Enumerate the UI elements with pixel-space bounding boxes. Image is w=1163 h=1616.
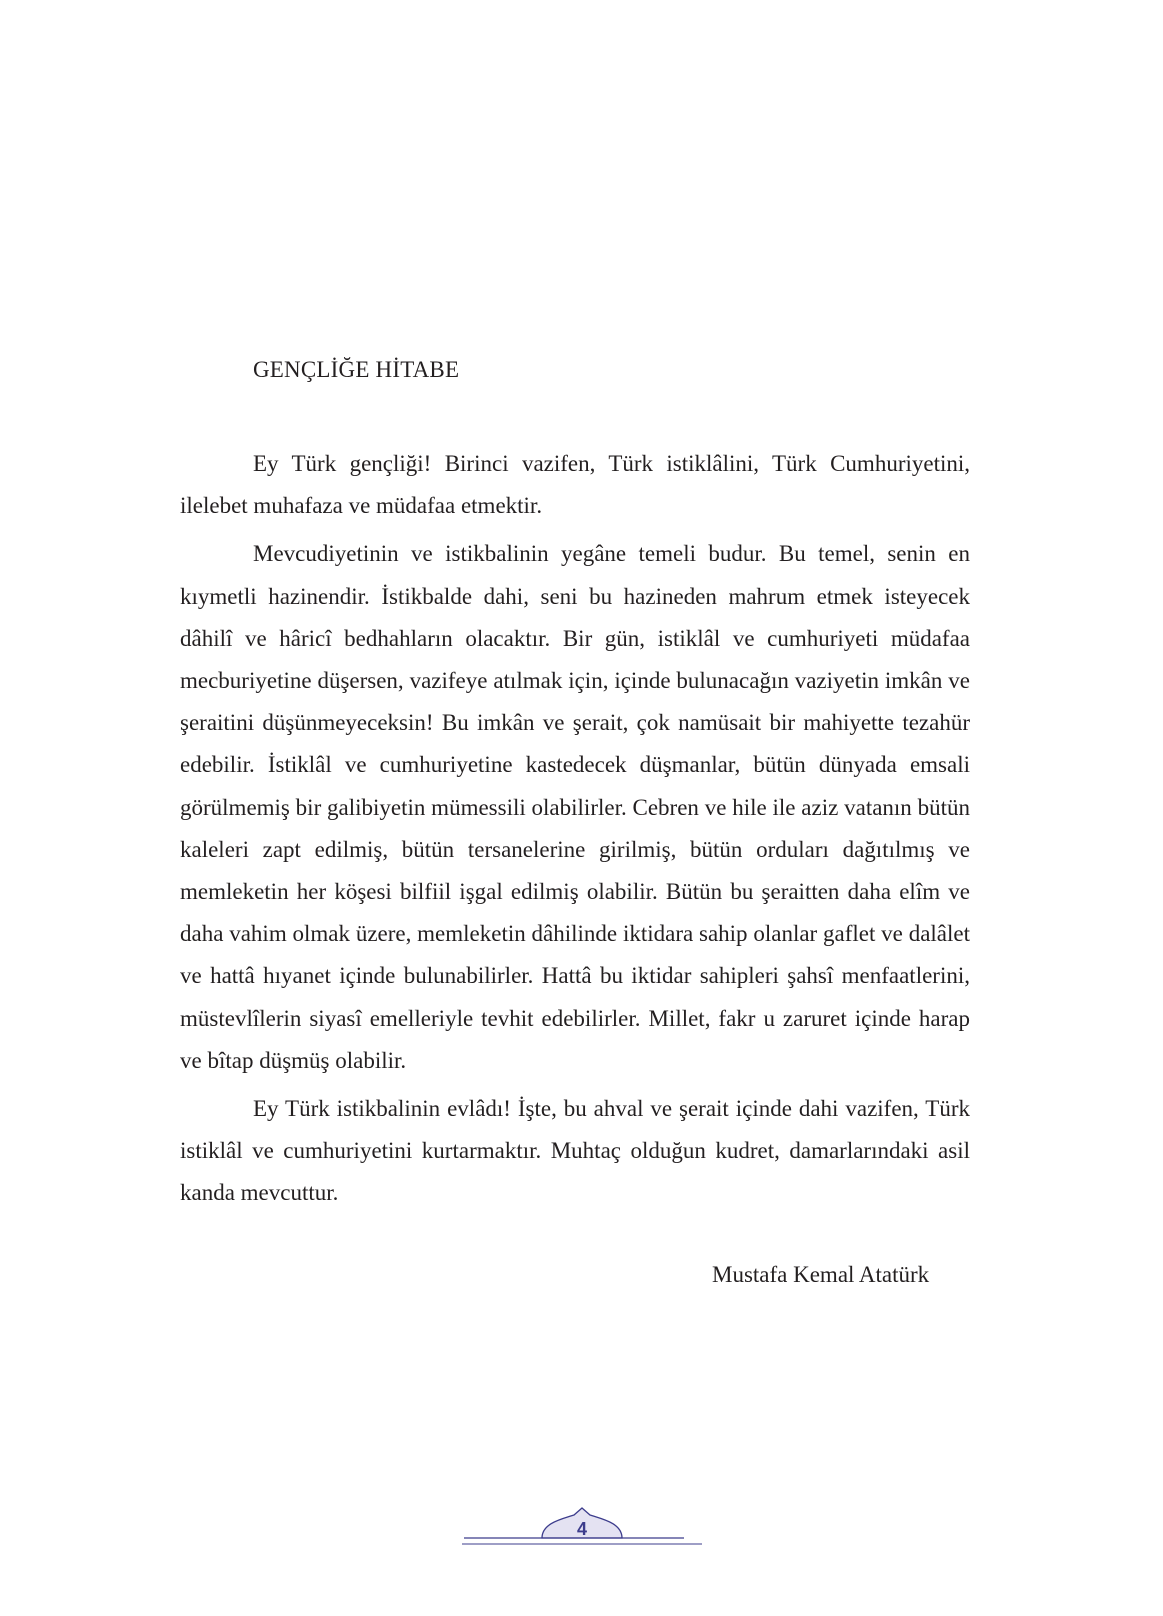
paragraph-2: Mevcudiyetinin ve istikbalinin yegâne temeli budur. Bu temel, senin en kıymetli hazinendir. İstikbalde dahi, seni bu hazineden mahrum etmek isteyecek dâhilî ve hâricî bedhahların olacaktır. Bir gün, istiklâl ve cumhuriyeti müdafaa mecburiyetine düşersen, vazifeye atılmak için, içinde bulunacağın vaziyetin imkân ve şeraitini düşünmeyeceksin! Bu imkân ve şerait, çok namüsait bir mahiyette tezahür edebilir. İstiklâl ve cumhuriyetine kastedecek düşmanlar, bütün dünyada emsali görülmemiş bir galibiyetin mümessili olabilirler. Cebren ve hile ile aziz vatanın bütün kaleleri zapt edilmiş, bütün tersanelerine girilmiş, bütün orduları dağıtılmış ve memleketin her köşesi bilfiil işgal edilmiş olabilir. Bütün bu şeraitten daha elîm ve daha vahim olmak üzere, memleketin dâhilinde iktidara sahip olanlar gaflet ve dalâlet ve hattâ hıyanet içinde bulunabilirler. Hattâ bu iktidar sahipleri şahsî menfaatlerini, müstevlîlerin siyasî emelleriyle tevhit edebilirler. Millet, fakr u zaruret içinde harap ve bîtap düşmüş olabilir. [180,541,970,1073]
signature: Mustafa Kemal Atatürk [712,1262,930,1287]
body-text [180,443,970,1221]
page-footer [462,1505,702,1549]
page-title: GENÇLİĞE HİTABE [253,357,460,382]
page-number: 4 [576,1519,587,1539]
paragraph-3: Ey Türk istikbalinin evlâdı! İşte, bu ahval ve şerait içinde dahi vazifen, Türk istiklâl ve cumhuriyetini kurtarmaktır. Muhtaç olduğun kudret, damarlarındaki asil kanda mevcuttur. [180,1096,970,1206]
paragraph-1: Ey Türk gençliği! Birinci vazifen, Türk istiklâlini, Türk Cumhuriyetini, ilelebet muhafaza ve müdafaa etmektir. [180,451,970,519]
